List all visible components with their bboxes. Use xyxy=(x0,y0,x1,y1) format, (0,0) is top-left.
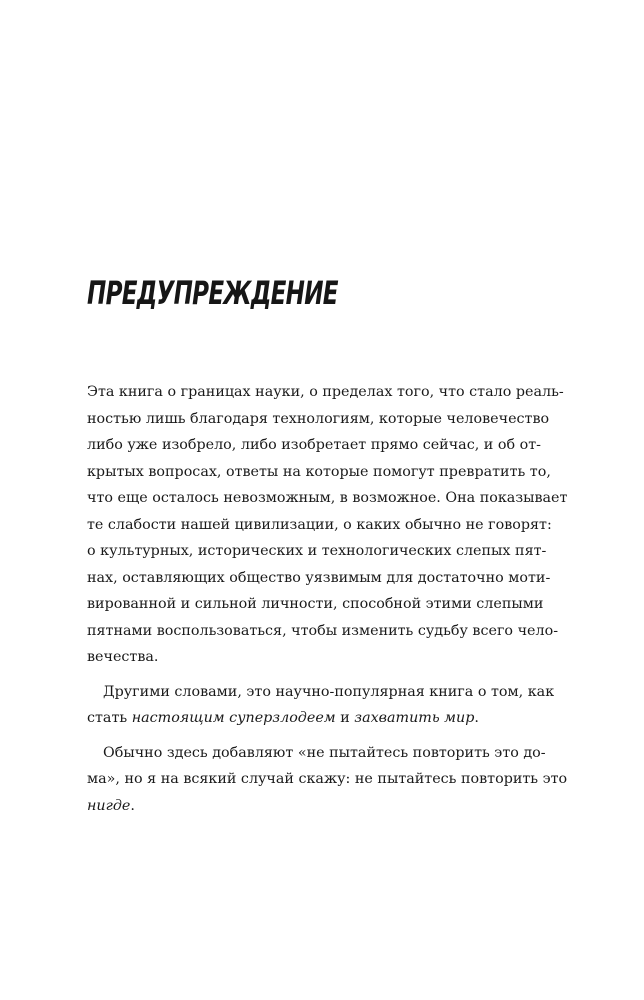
emphasis-text: захватить мир xyxy=(354,710,475,726)
text-span: . xyxy=(474,710,479,726)
text-span: стать xyxy=(87,710,132,726)
text-line: Обычно здесь добавляют «не пытайтесь повторить это до- xyxy=(103,744,546,761)
paragraph-3 xyxy=(87,740,568,820)
emphasis-text: нигде xyxy=(87,797,131,814)
body-text xyxy=(87,379,568,819)
text-line: ма», но я на всякий случай скажу: не пытайтесь повторить это xyxy=(87,771,568,787)
text-line: Другими словами, это научно-популярная книга о том, как xyxy=(103,683,555,700)
text-line: вированной и сильной личности, способной этими слепыми xyxy=(87,596,544,612)
text-line: либо уже изобрело, либо изобретает прямо сейчас, и об от- xyxy=(87,437,541,453)
text-span: и xyxy=(335,710,355,726)
text-line: о культурных, исторических и технологических слепых пят- xyxy=(87,543,547,559)
text-line xyxy=(87,793,539,820)
emphasis-text: настоящим суперзлодеем xyxy=(131,710,336,726)
text-line: ностью лишь благодаря технологиям, которые человечество xyxy=(87,410,550,427)
text-line: крытых вопросах, ответы на которые помогут превратить то, xyxy=(87,463,551,480)
text-line xyxy=(87,705,539,732)
paragraph-2 xyxy=(87,679,555,732)
text-line: Эта книга о границах науки, о пределах того, что стало реаль- xyxy=(87,384,564,400)
text-line: пятнами воспользоваться, чтобы изменить судьбу всего чело- xyxy=(87,622,559,639)
text-line: те слабости нашей цивилизации, о каких обычно не говорят: xyxy=(87,516,552,533)
text-line: нах, оставляющих общество уязвимым для достаточно моти- xyxy=(87,569,551,586)
text-line: вечества. xyxy=(87,649,159,665)
chapter-heading: ПРЕДУПРЕЖДЕНИЕ xyxy=(87,274,338,312)
text-line: что еще осталось невозможным, в возможное. Она показывает xyxy=(87,490,568,506)
text-span: . xyxy=(130,797,135,814)
paragraph-1 xyxy=(87,379,568,671)
